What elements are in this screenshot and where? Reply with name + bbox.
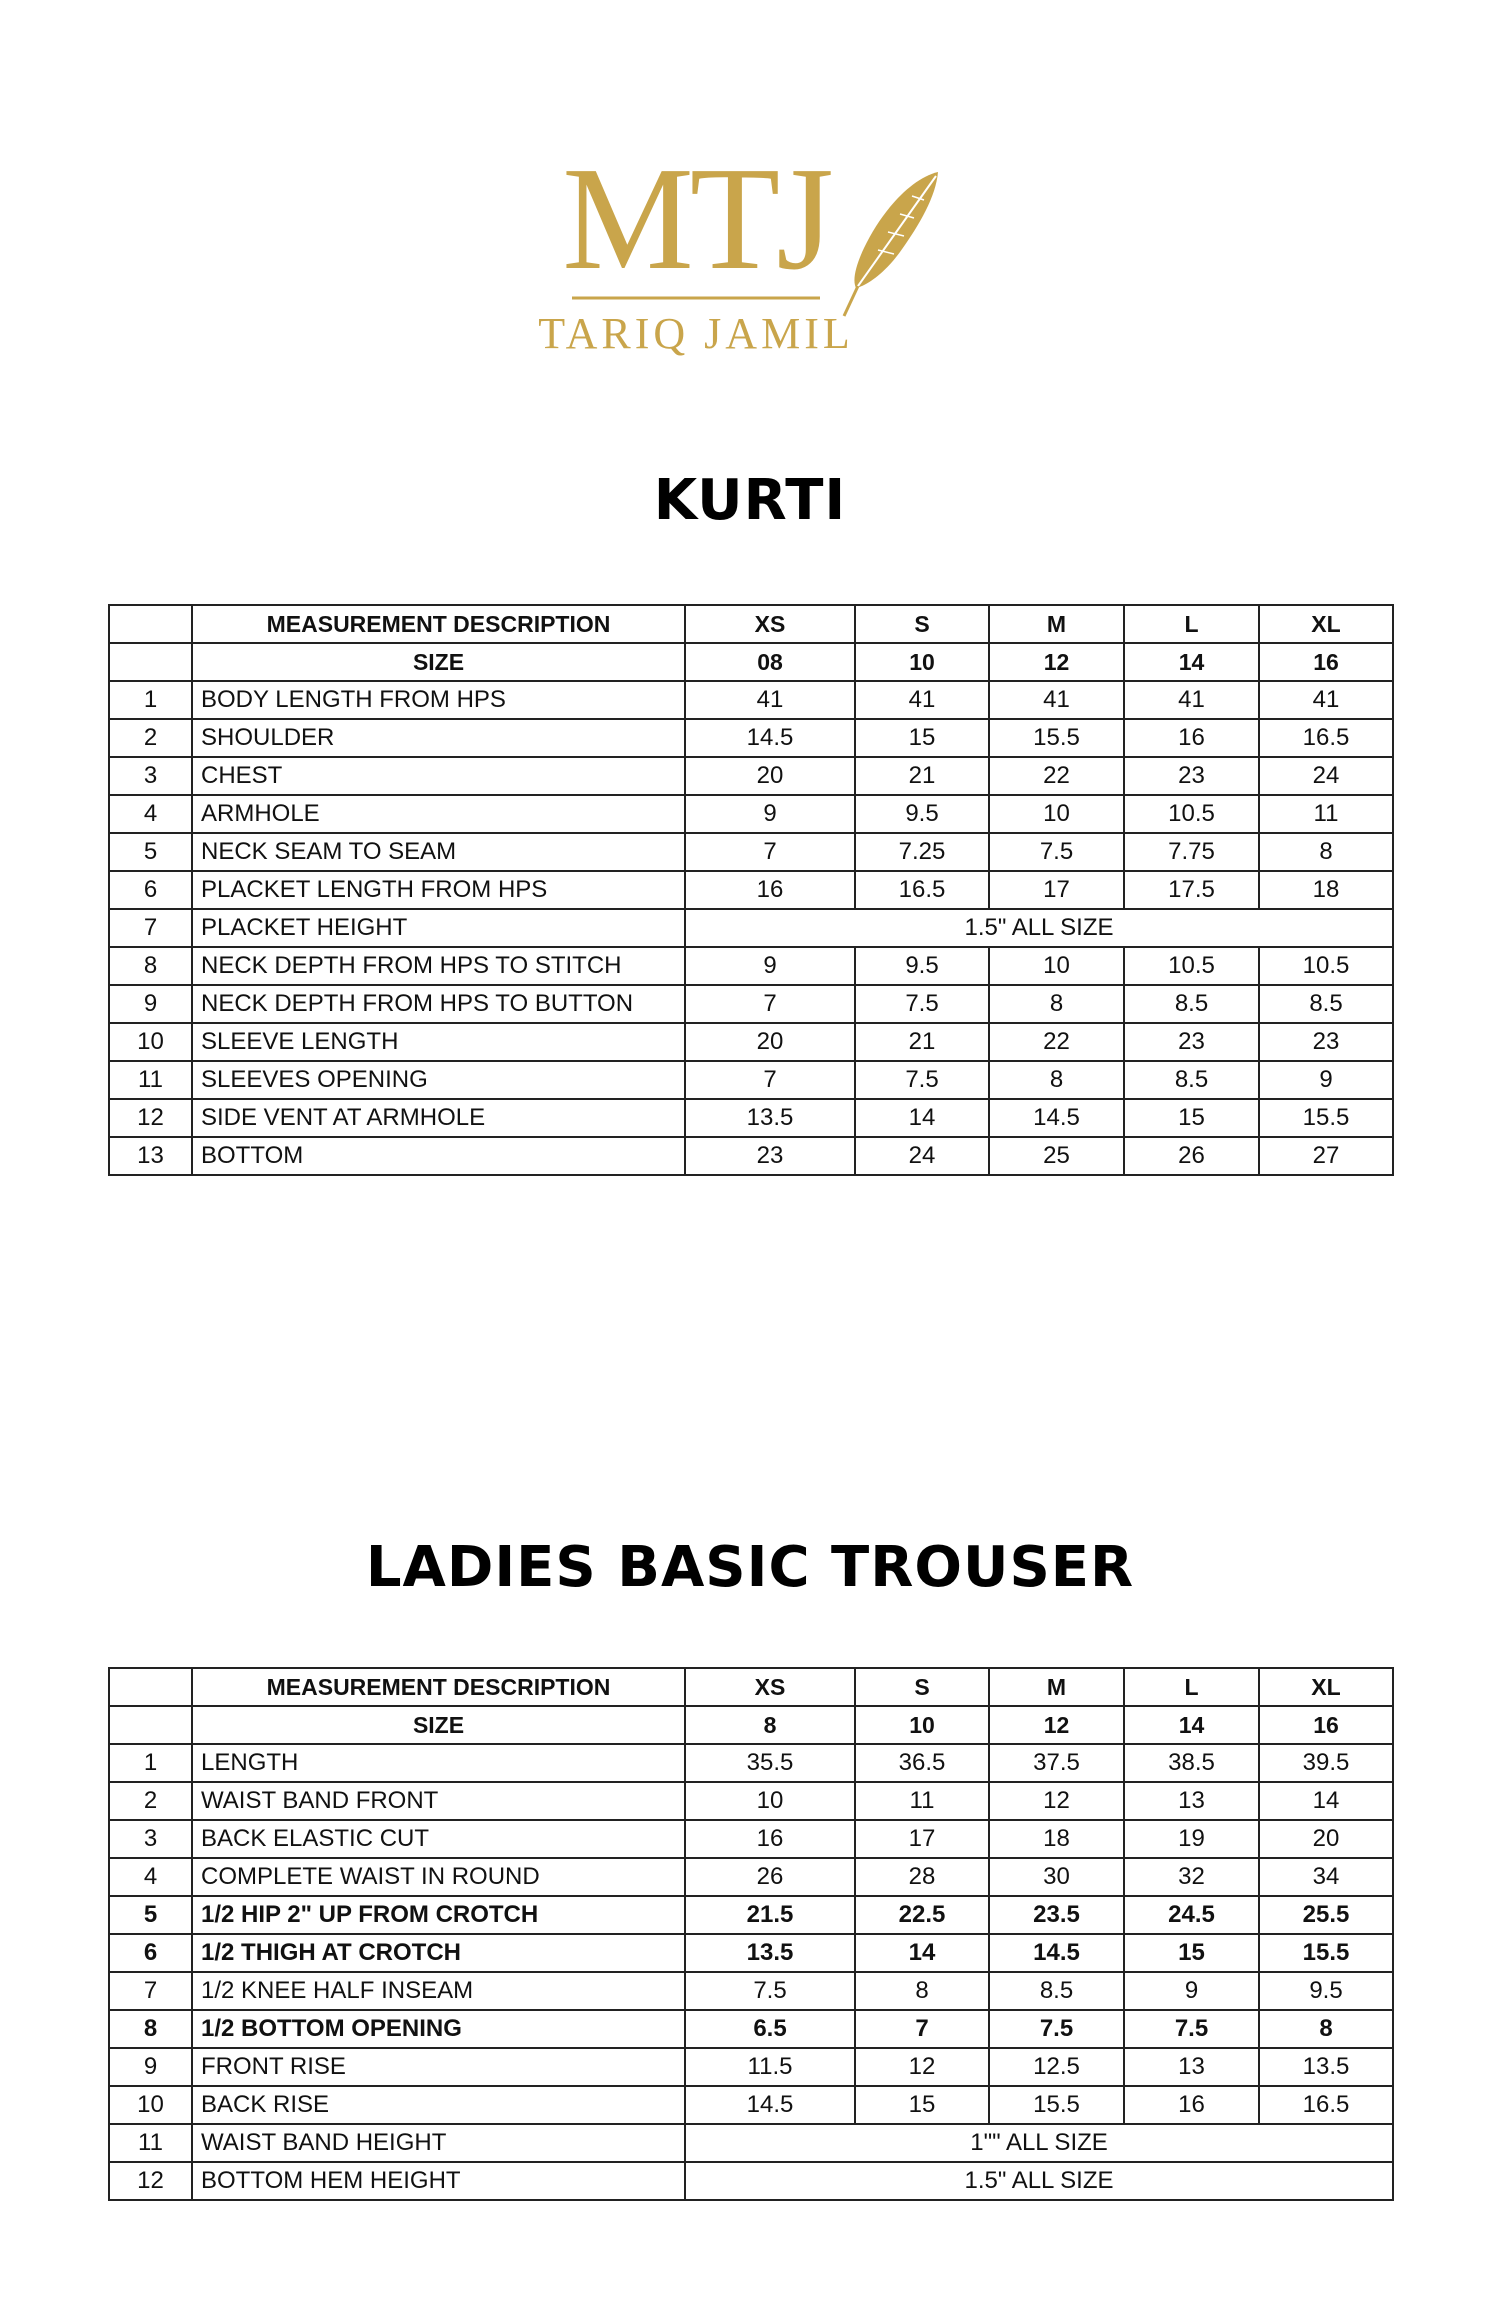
measurement-value: 7.5 bbox=[989, 833, 1124, 871]
measurement-value: 14 bbox=[1259, 1782, 1393, 1820]
measurement-description: CHEST bbox=[192, 757, 685, 795]
row-number: 5 bbox=[109, 833, 192, 871]
measurement-value: 9.5 bbox=[1259, 1972, 1393, 2010]
measurement-value: 16.5 bbox=[855, 871, 989, 909]
measurement-description: FRONT RISE bbox=[192, 2048, 685, 2086]
row-number: 4 bbox=[109, 1858, 192, 1896]
logo-wordmark: TARIQ JAMIL bbox=[538, 309, 854, 358]
measurement-row bbox=[109, 1744, 1393, 1782]
measurement-value: 10.5 bbox=[1124, 795, 1259, 833]
measurement-value: 7.5 bbox=[989, 2010, 1124, 2048]
measurement-value: 7.5 bbox=[1124, 2010, 1259, 2048]
measurement-description: NECK DEPTH FROM HPS TO STITCH bbox=[192, 947, 685, 985]
measurement-value: 15 bbox=[1124, 1099, 1259, 1137]
size-label: SIZE bbox=[192, 1706, 685, 1744]
measurement-row bbox=[109, 2048, 1393, 2086]
row-number: 6 bbox=[109, 871, 192, 909]
measurement-value: 8 bbox=[855, 1972, 989, 2010]
measurement-value: 7 bbox=[855, 2010, 989, 2048]
header-size-xl: XL bbox=[1259, 605, 1393, 643]
measurement-description: 1/2 BOTTOM OPENING bbox=[192, 2010, 685, 2048]
measurement-value: 10 bbox=[989, 795, 1124, 833]
measurement-value: 12 bbox=[989, 1782, 1124, 1820]
measurement-value: 13.5 bbox=[1259, 2048, 1393, 2086]
measurement-value: 23 bbox=[685, 1137, 855, 1175]
measurement-value: 22.5 bbox=[855, 1896, 989, 1934]
measurement-description: 1/2 HIP 2" UP FROM CROTCH bbox=[192, 1896, 685, 1934]
measurement-value: 23 bbox=[1259, 1023, 1393, 1061]
measurement-value: 11.5 bbox=[685, 2048, 855, 2086]
header-size-m: M bbox=[989, 605, 1124, 643]
measurement-value: 14.5 bbox=[989, 1099, 1124, 1137]
measurement-description: WAIST BAND FRONT bbox=[192, 1782, 685, 1820]
measurement-value: 10.5 bbox=[1259, 947, 1393, 985]
measurement-value: 13 bbox=[1124, 1782, 1259, 1820]
measurement-value: 9.5 bbox=[855, 947, 989, 985]
measurement-row bbox=[109, 871, 1393, 909]
measurement-row bbox=[109, 719, 1393, 757]
row-number: 13 bbox=[109, 1137, 192, 1175]
row-number: 9 bbox=[109, 2048, 192, 2086]
measurement-row bbox=[109, 1023, 1393, 1061]
measurement-description: LENGTH bbox=[192, 1744, 685, 1782]
measurement-value: 16 bbox=[1124, 719, 1259, 757]
row-number: 3 bbox=[109, 757, 192, 795]
size-value: 14 bbox=[1124, 643, 1259, 681]
measurement-value: 10.5 bbox=[1124, 947, 1259, 985]
measurement-value: 41 bbox=[855, 681, 989, 719]
measurement-value: 10 bbox=[989, 947, 1124, 985]
row-number: 11 bbox=[109, 2124, 192, 2162]
size-label: SIZE bbox=[192, 643, 685, 681]
measurement-value: 20 bbox=[685, 1023, 855, 1061]
row-number: 12 bbox=[109, 1099, 192, 1137]
measurement-row bbox=[109, 2010, 1393, 2048]
measurement-description: 1/2 THIGH AT CROTCH bbox=[192, 1934, 685, 1972]
measurement-value: 39.5 bbox=[1259, 1744, 1393, 1782]
measurement-value: 18 bbox=[989, 1820, 1124, 1858]
measurement-value: 24 bbox=[855, 1137, 989, 1175]
measurement-value: 7.5 bbox=[855, 985, 989, 1023]
row-number: 2 bbox=[109, 1782, 192, 1820]
size-value: 8 bbox=[685, 1706, 855, 1744]
size-value: 16 bbox=[1259, 1706, 1393, 1744]
kurti-title: KURTI bbox=[653, 468, 847, 533]
row-number: 4 bbox=[109, 795, 192, 833]
measurement-value: 21.5 bbox=[685, 1896, 855, 1934]
measurement-value: 37.5 bbox=[989, 1744, 1124, 1782]
measurement-description: WAIST BAND HEIGHT bbox=[192, 2124, 685, 2162]
brand-logo bbox=[0, 130, 1500, 370]
measurement-value: 17.5 bbox=[1124, 871, 1259, 909]
row-number: 8 bbox=[109, 2010, 192, 2048]
measurement-row bbox=[109, 2086, 1393, 2124]
measurement-value: 23 bbox=[1124, 757, 1259, 795]
trouser-size-chart bbox=[108, 1667, 1394, 2201]
measurement-value: 8.5 bbox=[1124, 1061, 1259, 1099]
size-row bbox=[109, 1706, 1393, 1744]
size-blank-cell bbox=[109, 1706, 192, 1744]
size-blank-cell bbox=[109, 643, 192, 681]
header-blank-cell bbox=[109, 1668, 192, 1706]
measurement-row bbox=[109, 1061, 1393, 1099]
row-number: 1 bbox=[109, 681, 192, 719]
measurement-description: SLEEVE LENGTH bbox=[192, 1023, 685, 1061]
trouser-title: LADIES BASIC TROUSER bbox=[365, 1535, 1135, 1600]
measurement-value: 25 bbox=[989, 1137, 1124, 1175]
measurement-value: 13.5 bbox=[685, 1099, 855, 1137]
row-number: 5 bbox=[109, 1896, 192, 1934]
measurement-value: 9.5 bbox=[855, 795, 989, 833]
measurement-value: 16 bbox=[1124, 2086, 1259, 2124]
measurement-value: 20 bbox=[1259, 1820, 1393, 1858]
measurement-value: 23 bbox=[1124, 1023, 1259, 1061]
measurement-value: 7 bbox=[685, 833, 855, 871]
measurement-row bbox=[109, 795, 1393, 833]
measurement-value: 41 bbox=[989, 681, 1124, 719]
measurement-value: 25.5 bbox=[1259, 1896, 1393, 1934]
measurement-description: SHOULDER bbox=[192, 719, 685, 757]
mtj-logo-mark bbox=[520, 130, 980, 370]
measurement-value: 14.5 bbox=[989, 1934, 1124, 1972]
measurement-row bbox=[109, 1820, 1393, 1858]
measurement-value: 41 bbox=[685, 681, 855, 719]
measurement-value: 15.5 bbox=[989, 719, 1124, 757]
measurement-value: 9 bbox=[685, 947, 855, 985]
header-row bbox=[109, 1668, 1393, 1706]
measurement-value: 14 bbox=[855, 1934, 989, 1972]
measurement-value: 24 bbox=[1259, 757, 1393, 795]
measurement-value: 14 bbox=[855, 1099, 989, 1137]
logo-monogram: MTJ bbox=[562, 137, 830, 301]
measurement-description: BACK ELASTIC CUT bbox=[192, 1820, 685, 1858]
measurement-description: NECK SEAM TO SEAM bbox=[192, 833, 685, 871]
measurement-value: 17 bbox=[989, 871, 1124, 909]
measurement-description: NECK DEPTH FROM HPS TO BUTTON bbox=[192, 985, 685, 1023]
header-size-s: S bbox=[855, 605, 989, 643]
measurement-value: 11 bbox=[855, 1782, 989, 1820]
measurement-row bbox=[109, 1137, 1393, 1175]
measurement-value: 7.5 bbox=[685, 1972, 855, 2010]
measurement-value: 21 bbox=[855, 1023, 989, 1061]
row-number: 2 bbox=[109, 719, 192, 757]
row-number: 10 bbox=[109, 1023, 192, 1061]
row-number: 12 bbox=[109, 2162, 192, 2200]
row-number: 7 bbox=[109, 1972, 192, 2010]
measurement-value: 34 bbox=[1259, 1858, 1393, 1896]
measurement-value: 8 bbox=[989, 1061, 1124, 1099]
measurement-value: 35.5 bbox=[685, 1744, 855, 1782]
row-number: 10 bbox=[109, 2086, 192, 2124]
kurti-size-chart bbox=[108, 604, 1394, 1176]
measurement-row bbox=[109, 1858, 1393, 1896]
measurement-value: 24.5 bbox=[1124, 1896, 1259, 1934]
measurement-value: 12.5 bbox=[989, 2048, 1124, 2086]
measurement-value: 7 bbox=[685, 985, 855, 1023]
all-size-value: 1.5" ALL SIZE bbox=[685, 909, 1393, 947]
all-size-value: 1"" ALL SIZE bbox=[685, 2124, 1393, 2162]
measurement-value: 15 bbox=[855, 719, 989, 757]
measurement-description: 1/2 KNEE HALF INSEAM bbox=[192, 1972, 685, 2010]
measurement-value: 13 bbox=[1124, 2048, 1259, 2086]
measurement-value: 27 bbox=[1259, 1137, 1393, 1175]
all-size-value: 1.5" ALL SIZE bbox=[685, 2162, 1393, 2200]
header-size-l: L bbox=[1124, 605, 1259, 643]
measurement-value: 8 bbox=[1259, 833, 1393, 871]
measurement-value: 38.5 bbox=[1124, 1744, 1259, 1782]
header-description: MEASUREMENT DESCRIPTION bbox=[192, 605, 685, 643]
measurement-value: 8.5 bbox=[1259, 985, 1393, 1023]
measurement-value: 7.5 bbox=[855, 1061, 989, 1099]
measurement-value: 9 bbox=[1259, 1061, 1393, 1099]
measurement-value: 36.5 bbox=[855, 1744, 989, 1782]
row-number: 8 bbox=[109, 947, 192, 985]
measurement-value: 6.5 bbox=[685, 2010, 855, 2048]
measurement-value: 11 bbox=[1259, 795, 1393, 833]
measurement-value: 8 bbox=[1259, 2010, 1393, 2048]
header-size-s: S bbox=[855, 1668, 989, 1706]
size-value: 14 bbox=[1124, 1706, 1259, 1744]
row-number: 11 bbox=[109, 1061, 192, 1099]
measurement-value: 26 bbox=[685, 1858, 855, 1896]
measurement-value: 17 bbox=[855, 1820, 989, 1858]
measurement-row bbox=[109, 833, 1393, 871]
feather-quill-icon bbox=[844, 172, 938, 316]
measurement-value: 8.5 bbox=[1124, 985, 1259, 1023]
measurement-value: 15 bbox=[1124, 1934, 1259, 1972]
size-value: 08 bbox=[685, 643, 855, 681]
header-blank-cell bbox=[109, 605, 192, 643]
size-value: 16 bbox=[1259, 643, 1393, 681]
measurement-row bbox=[109, 909, 1393, 947]
size-value: 12 bbox=[989, 1706, 1124, 1744]
measurement-value: 22 bbox=[989, 1023, 1124, 1061]
measurement-value: 28 bbox=[855, 1858, 989, 1896]
row-number: 7 bbox=[109, 909, 192, 947]
measurement-value: 22 bbox=[989, 757, 1124, 795]
measurement-value: 9 bbox=[685, 795, 855, 833]
row-number: 1 bbox=[109, 1744, 192, 1782]
measurement-value: 13.5 bbox=[685, 1934, 855, 1972]
measurement-value: 7.75 bbox=[1124, 833, 1259, 871]
size-value: 10 bbox=[855, 643, 989, 681]
measurement-value: 16 bbox=[685, 1820, 855, 1858]
header-size-l: L bbox=[1124, 1668, 1259, 1706]
header-description: MEASUREMENT DESCRIPTION bbox=[192, 1668, 685, 1706]
measurement-value: 16.5 bbox=[1259, 719, 1393, 757]
measurement-value: 16.5 bbox=[1259, 2086, 1393, 2124]
size-value: 10 bbox=[855, 1706, 989, 1744]
measurement-value: 14.5 bbox=[685, 719, 855, 757]
measurement-value: 7.25 bbox=[855, 833, 989, 871]
header-size-xl: XL bbox=[1259, 1668, 1393, 1706]
measurement-description: SLEEVES OPENING bbox=[192, 1061, 685, 1099]
size-row bbox=[109, 643, 1393, 681]
measurement-value: 41 bbox=[1259, 681, 1393, 719]
measurement-row bbox=[109, 1972, 1393, 2010]
measurement-value: 32 bbox=[1124, 1858, 1259, 1896]
measurement-value: 8 bbox=[989, 985, 1124, 1023]
measurement-value: 14.5 bbox=[685, 2086, 855, 2124]
measurement-value: 16 bbox=[685, 871, 855, 909]
row-number: 9 bbox=[109, 985, 192, 1023]
measurement-row bbox=[109, 2124, 1393, 2162]
row-number: 3 bbox=[109, 1820, 192, 1858]
size-value: 12 bbox=[989, 643, 1124, 681]
measurement-description: COMPLETE WAIST IN ROUND bbox=[192, 1858, 685, 1896]
measurement-value: 15 bbox=[855, 2086, 989, 2124]
measurement-row bbox=[109, 2162, 1393, 2200]
measurement-row bbox=[109, 985, 1393, 1023]
measurement-row bbox=[109, 1896, 1393, 1934]
header-size-xs: XS bbox=[685, 1668, 855, 1706]
measurement-row bbox=[109, 681, 1393, 719]
measurement-description: BACK RISE bbox=[192, 2086, 685, 2124]
measurement-value: 9 bbox=[1124, 1972, 1259, 2010]
measurement-value: 30 bbox=[989, 1858, 1124, 1896]
row-number: 6 bbox=[109, 1934, 192, 1972]
measurement-value: 18 bbox=[1259, 871, 1393, 909]
measurement-value: 19 bbox=[1124, 1820, 1259, 1858]
measurement-value: 20 bbox=[685, 757, 855, 795]
measurement-value: 12 bbox=[855, 2048, 989, 2086]
measurement-value: 8.5 bbox=[989, 1972, 1124, 2010]
measurement-row bbox=[109, 1782, 1393, 1820]
measurement-value: 26 bbox=[1124, 1137, 1259, 1175]
measurement-value: 15.5 bbox=[1259, 1934, 1393, 1972]
header-row bbox=[109, 605, 1393, 643]
measurement-row bbox=[109, 1099, 1393, 1137]
measurement-value: 21 bbox=[855, 757, 989, 795]
measurement-description: BOTTOM bbox=[192, 1137, 685, 1175]
measurement-value: 15.5 bbox=[1259, 1099, 1393, 1137]
measurement-row bbox=[109, 757, 1393, 795]
measurement-description: ARMHOLE bbox=[192, 795, 685, 833]
measurement-row bbox=[109, 947, 1393, 985]
measurement-row bbox=[109, 1934, 1393, 1972]
header-size-m: M bbox=[989, 1668, 1124, 1706]
measurement-description: BODY LENGTH FROM HPS bbox=[192, 681, 685, 719]
measurement-value: 7 bbox=[685, 1061, 855, 1099]
measurement-value: 23.5 bbox=[989, 1896, 1124, 1934]
measurement-description: PLACKET LENGTH FROM HPS bbox=[192, 871, 685, 909]
measurement-value: 10 bbox=[685, 1782, 855, 1820]
header-size-xs: XS bbox=[685, 605, 855, 643]
measurement-description: SIDE VENT AT ARMHOLE bbox=[192, 1099, 685, 1137]
measurement-value: 15.5 bbox=[989, 2086, 1124, 2124]
measurement-description: PLACKET HEIGHT bbox=[192, 909, 685, 947]
measurement-description: BOTTOM HEM HEIGHT bbox=[192, 2162, 685, 2200]
measurement-value: 41 bbox=[1124, 681, 1259, 719]
